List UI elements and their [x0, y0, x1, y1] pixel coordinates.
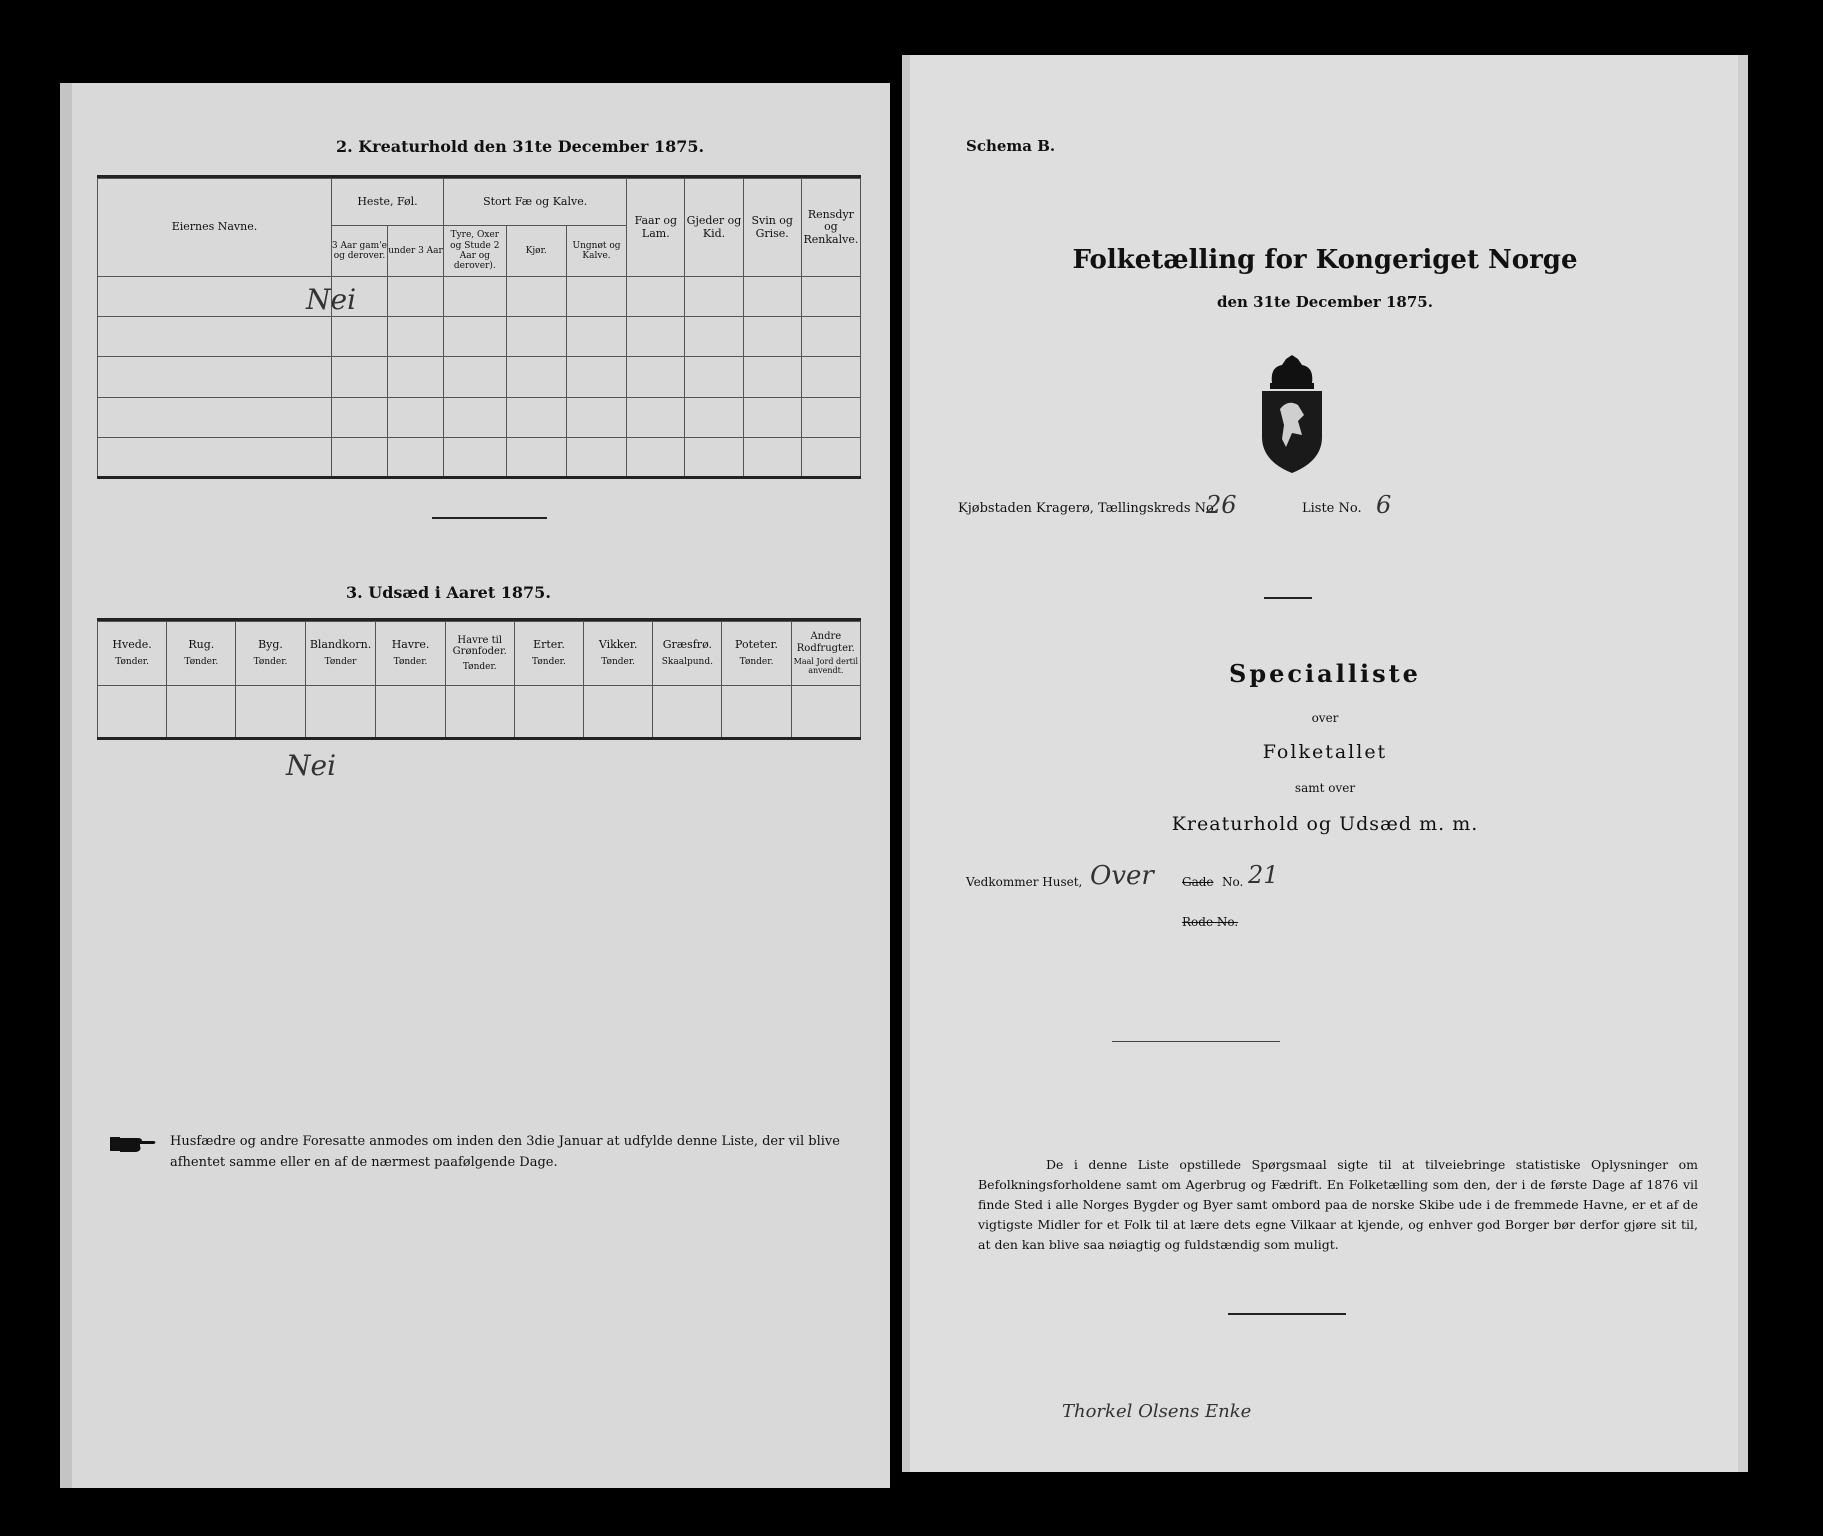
header-eier: Eiernes Navne. [98, 179, 332, 277]
gade-value: 21 [1248, 861, 1279, 889]
col-blandkorn: Blandkorn. Tønder [305, 622, 376, 686]
right-page [902, 55, 1748, 1472]
handwritten-nei-2: Nei [286, 749, 337, 782]
kreds-label: Tællingskreds No. [1098, 501, 1218, 516]
folketallet-heading: Folketallet [1262, 741, 1388, 763]
divider [432, 517, 547, 519]
divider [1264, 597, 1312, 599]
header-rensdyr: Rensdyr og Renkalve. [801, 179, 860, 277]
header-tyre: Tyre, Oxer og Stude 2 Aar og derover). [444, 225, 506, 276]
section-3-title: 3. Udsæd i Aaret 1875. [346, 583, 551, 602]
udsaed-table [97, 621, 861, 739]
coat-of-arms-icon [1254, 355, 1330, 475]
page-edge [60, 83, 72, 1488]
rode-label: Rode No. [1182, 915, 1239, 929]
vedkommer-value: Over [1090, 861, 1154, 891]
schema-label: Schema B. [966, 137, 1056, 155]
header-gjeder: Gjeder og Kid. [685, 179, 743, 277]
header-stort-fae: Stort Fæ og Kalve. [444, 179, 627, 226]
main-title: Folketælling for Kongeriget Norge [1072, 245, 1578, 275]
kreds-value: 26 [1206, 491, 1237, 519]
header-heste-3aar: 3 Aar gam'e og derover. [331, 225, 387, 276]
table-rule [97, 737, 861, 740]
divider [1112, 1041, 1280, 1042]
vedkommer-label: Vedkommer Huset, [966, 875, 1083, 889]
kreaturhold-table [97, 178, 861, 478]
header-svin: Svin og Grise. [743, 179, 801, 277]
specialliste-heading: Specialliste [1229, 659, 1421, 688]
col-graesfro: Græsfrø. Skaalpund. [653, 622, 722, 686]
col-havre-gronfoder: Havre til Grønfoder. Tønder. [445, 622, 514, 686]
gade-label: Gade [1182, 875, 1214, 889]
header-heste: Heste, Føl. [331, 179, 443, 226]
col-poteter: Poteter. Tønder. [722, 622, 791, 686]
over-text: over [1311, 711, 1339, 725]
signature-text: Thorkel Olsens Enke [1062, 1401, 1252, 1422]
col-rug: Rug. Tønder. [167, 622, 236, 686]
section-2-title: 2. Kreaturhold den 31te December 1875. [336, 137, 705, 156]
samt-over-text: samt over [1294, 781, 1356, 795]
udsaed-header-row [98, 622, 861, 686]
census-date: den 31te December 1875. [1217, 293, 1433, 311]
liste-value: 6 [1376, 491, 1392, 519]
col-vikker: Vikker. Tønder. [584, 622, 653, 686]
explanation-paragraph: De i denne Liste opstillede Spørgsmaal sigte til at tilveiebringe statistiske Oplysninger om Befolkningsforholdene samt om Agerbrug og Fædrift. En Folketælling som den, der i de første Dage af 1876 vil finde Sted i alle Norges Bygder og Byer samt ombord paa de norske Skibe ude i de fremmede Havne, er et af de vigtigste Midler for et Folk til at lære dets egne Vilkaar at kjende, og enhver god Borger bør derfor gjøre sit til, at den kan blive saa nøiagtig og fuldstændig som muligt. [978, 1157, 1698, 1252]
table-rule [97, 476, 861, 479]
header-kjor: Kjør. [506, 225, 566, 276]
notice-text: Husfædre og andre Foresatte anmodes om inden den 3die Januar at udfylde denne Liste, der vil blive afhentet samme eller en af de nærmest paafølgende Dage. [170, 1134, 840, 1170]
col-byg: Byg. Tønder. [236, 622, 305, 686]
col-havre: Havre. Tønder. [376, 622, 445, 686]
header-faar: Faar og Lam. [627, 179, 685, 277]
header-ungnot: Ungnøt og Kalve. [566, 225, 626, 276]
col-hvede: Hvede. Tønder. [98, 622, 167, 686]
liste-label: Liste No. [1302, 501, 1362, 516]
left-page [60, 83, 890, 1488]
kjobstad-label: Kjøbstaden Kragerø, [958, 501, 1094, 516]
col-erter: Erter. Tønder. [514, 622, 583, 686]
header-heste-under: under 3 Aar [388, 225, 444, 276]
handwritten-nei-1: Nei [306, 283, 357, 316]
divider [1228, 1313, 1346, 1315]
col-andre-rodfrugter: Andre Rodfrugter. Maal Jord dertil anvendt. [791, 622, 860, 686]
pointing-hand-icon [108, 1133, 158, 1157]
gade-no-label: No. [1222, 875, 1244, 889]
kreaturhold-heading: Kreaturhold og Udsæd m. m. [1171, 813, 1479, 835]
